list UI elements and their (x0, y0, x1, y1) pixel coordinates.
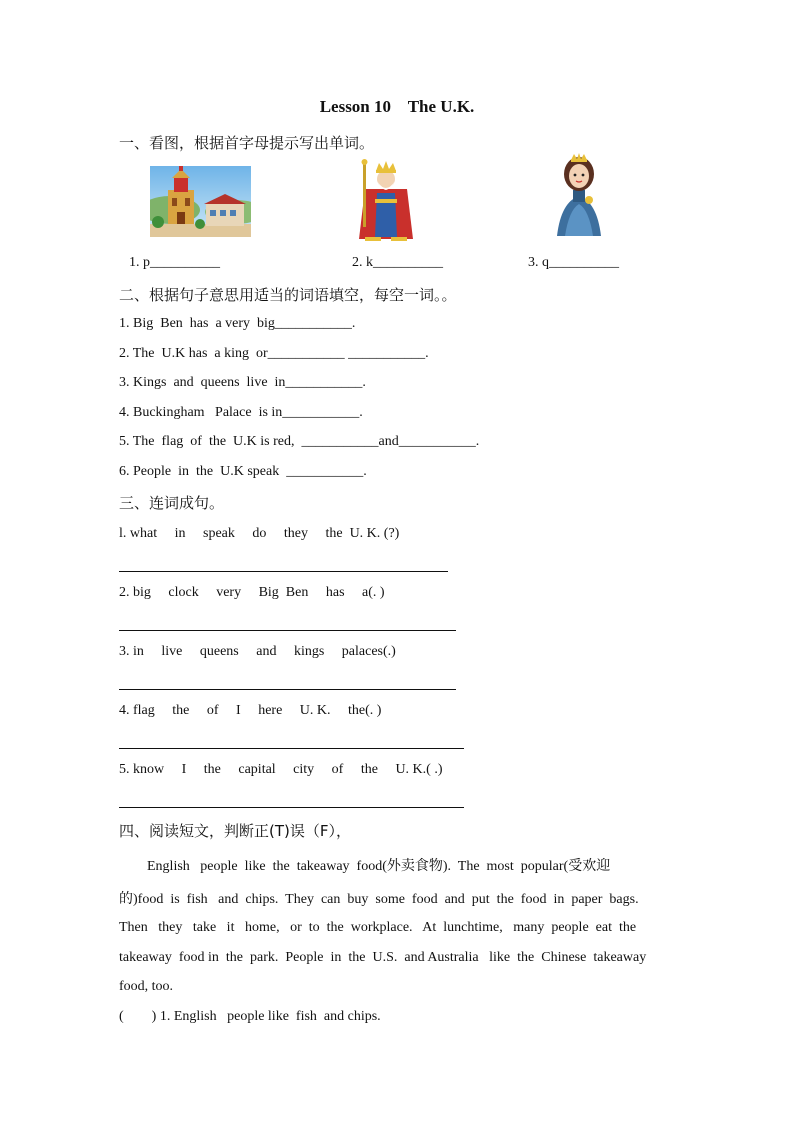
section-3-heading: 三、连词成句。 (119, 494, 225, 512)
answer-line (119, 630, 456, 631)
word-order-item-2: 2. big clock very Big Ben has a(. ) (119, 585, 385, 600)
passage-line: Then they take it home, or to the workplace. At lunchtime, many people eat the (119, 920, 637, 935)
picture-answer-1: 1. p__________ (129, 255, 220, 270)
passage-line: English people like the takeaway food(外卖食物). The most popular(受欢迎 (119, 859, 611, 874)
palace-picture-icon (150, 166, 251, 237)
true-false-question-1: ( ) 1. English people like fish and chips. (119, 1009, 381, 1024)
fill-blank-item-5: 5. The flag of the U.K is red, ___________and___________. (119, 434, 480, 449)
section-4-heading: 四、阅读短文，判断正(T)误（F）， (119, 822, 351, 840)
picture-answer-2: 2. k__________ (352, 255, 443, 270)
answer-line (119, 689, 456, 690)
king-picture-icon (357, 159, 415, 243)
fill-blank-item-4: 4. Buckingham Palace is in___________. (119, 405, 363, 420)
passage-line: 的)food is fish and chips. They can buy some food and put the food in paper bags. (119, 892, 639, 907)
section-1-heading: 一、看图，根据首字母提示写出单词。 (119, 134, 375, 152)
page-title: Lesson 10 The U.K. (319, 97, 475, 116)
fill-blank-item-3: 3. Kings and queens live in___________. (119, 375, 366, 390)
fill-blank-item-2: 2. The U.K has a king or___________ ___________. (119, 346, 429, 361)
answer-line (119, 807, 464, 808)
word-order-item-5: 5. know I the capital city of the U. K.( .) (119, 762, 443, 777)
word-order-item-4: 4. flag the of I here U. K. the(. ) (119, 703, 382, 718)
section-2-heading: 二、根据句子意思用适当的词语填空，每空一词。。 (119, 286, 457, 304)
fill-blank-item-6: 6. People in the U.K speak ___________. (119, 464, 367, 479)
word-order-item-1: l. what in speak do they the U. K. (?) (119, 526, 400, 541)
passage-line: takeaway food in the park. People in the U.S. and Australia like the Chinese takeaway (119, 950, 647, 965)
word-order-item-3: 3. in live queens and kings palaces(.) (119, 644, 396, 659)
passage-line: food, too. (119, 979, 174, 994)
answer-line (119, 571, 448, 572)
fill-blank-item-1: 1. Big Ben has a very big___________. (119, 316, 356, 331)
picture-answer-3: 3. q__________ (528, 255, 619, 270)
answer-line (119, 748, 464, 749)
queen-picture-icon (551, 152, 607, 236)
